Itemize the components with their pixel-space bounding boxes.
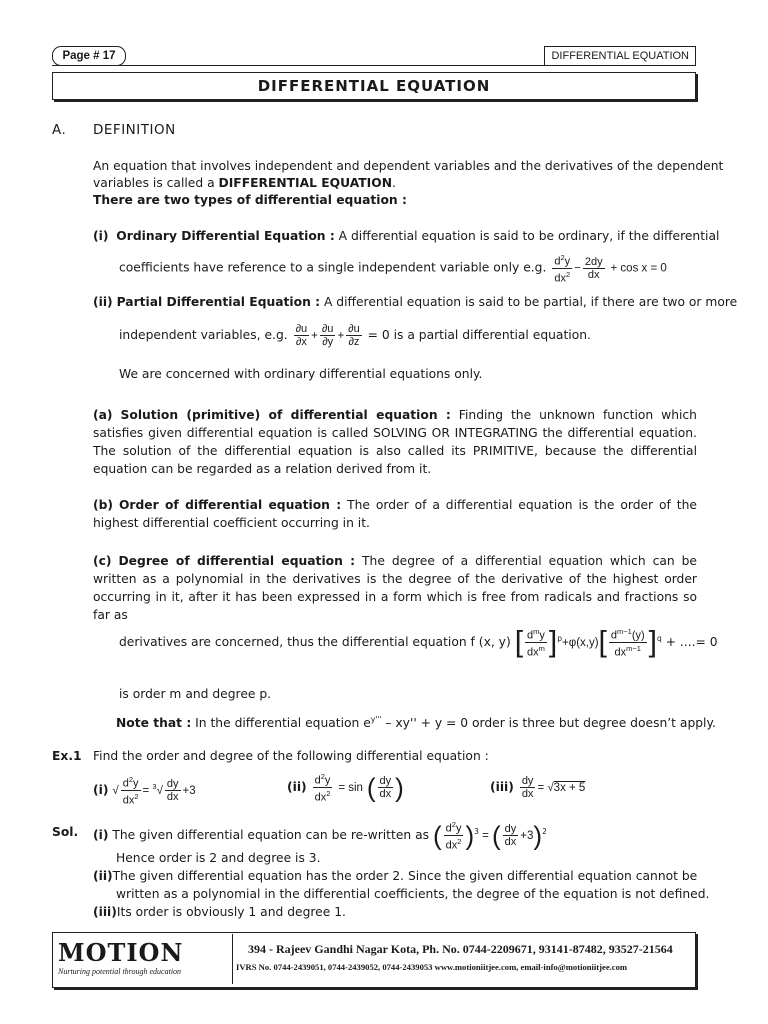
solution-label <box>52 824 78 840</box>
solution-part-i: (i) The given differential equation can be re-written as ( $\frac{d^2y}{dx^2}$ )$^3$ = ( $\frac{dy}{dx}$ +3)$^2$ <box>93 820 547 852</box>
logo-tagline: Nurturing potential through education <box>58 967 182 976</box>
example-ii-label: (ii) <box>287 780 307 794</box>
part-c-text: The degree of a differential equation which can be written as a polynomial in the derivatives is the degree of the derivative of the highest order occurring in it, after it has been expressed in a form which is free from radicals and fractions so far as <box>93 554 697 622</box>
ex-ii-d2y-fraction: $\frac{d^2y}{dx^2}$ <box>314 772 331 804</box>
solution-part-iii <box>93 904 346 920</box>
intro-line-2 <box>93 175 396 191</box>
order-degree-line: is order m and degree p. <box>119 687 272 701</box>
footer-address: 394 - Rajeev Gandhi Nagar Kota, Ph. No. 0744-2209671, 93141-87482, 93527-21564 <box>248 942 673 956</box>
intro-text: variables is called a <box>93 176 219 190</box>
ex-ii-eq: = sin <box>338 782 363 794</box>
type-i-eq-tail: + cos x = 0 <box>610 262 667 275</box>
part-b-text: The order of a differential equation is the order of the highest differential coefficient occurring in it. <box>93 498 697 530</box>
example-i-label: (i) <box>93 782 109 797</box>
intro-period: . <box>392 176 396 190</box>
type-i-line-2: coefficients have reference to a single independent variable only e.g. $\frac{d^2y}{dx^2}$ − $\frac{2dy}{dx}$ + cos x = 0 <box>119 253 667 285</box>
part-a-text: Finding the unknown function which satisfies given differential equation is called SOLVING OR INTEGRATING the differential equation. The solution of the differential equation is also called its PRIMITIVE, because the differential equation can be regarded as a relation derived from it. <box>93 408 697 476</box>
type-ii-eq-tail: = 0 is a partial differential equation. <box>367 328 591 342</box>
ex-i-d2y-fraction: $\frac{d^2y}{dx^2}$ <box>122 775 139 807</box>
2dy-dx-fraction: $\frac{2dy}{dx}$ <box>584 255 603 281</box>
sol-d2y-fraction: $\frac{d^2y}{dx^2}$ <box>445 820 462 852</box>
du-dx-fraction: $\frac{\partial u}{\partial x}$ <box>295 323 308 348</box>
intro-term: DIFFERENTIAL EQUATION <box>218 176 392 190</box>
page-title: DIFFERENTIAL EQUATION <box>52 72 696 100</box>
type-i-label: (i) <box>93 229 109 243</box>
solution-part-ii-line-1 <box>93 868 697 884</box>
ex-iii-dy-fraction: $\frac{dy}{dx}$ <box>521 775 534 800</box>
sol-dy-fraction: $\frac{dy}{dx}$ <box>504 823 517 849</box>
footer-divider <box>232 934 233 984</box>
type-ii-text-2: independent variables, e.g. <box>119 328 288 342</box>
two-types-line <box>93 192 407 208</box>
example-label <box>52 748 82 764</box>
part-a-paragraph <box>93 406 697 478</box>
solution-i-result: Hence order is 2 and degree is 3. <box>116 851 321 865</box>
example-part-i: (i) √ $\frac{d^2y}{dx^2}$ = $^3$√ $\frac{dy}{dx}$ +3 <box>93 775 196 807</box>
note-label: Note that : <box>116 716 192 731</box>
solution-i-label: (i) <box>93 828 109 843</box>
note-text-1: In the differential equation e <box>191 716 371 731</box>
type-ii-text-1: A differential equation is said to be partial, if there are two or more <box>320 295 738 309</box>
example-label-text: Ex.1 <box>52 749 82 763</box>
part-c-eq-text: derivatives are concerned, thus the differential equation f (x, y) <box>119 635 511 650</box>
part-c-equation-line: derivatives are concerned, thus the differential equation f (x, y) [ $\frac{d^my}{dx^m}$ ]$^p$+φ(x,y)[ $\frac{d^{m-1}(y)}{dx^{m-1}}$ ]$^q$ + ....= 0 <box>119 625 718 659</box>
part-c-paragraph <box>93 552 697 624</box>
type-i-text-1: A differential equation is said to be ordinary, if the differential <box>334 229 720 243</box>
ex-ii-dy-fraction: $\frac{dy}{dx}$ <box>379 775 392 800</box>
part-a-title: Solution (primitive) of differential equation : <box>120 408 451 422</box>
type-i-line-1 <box>93 228 719 244</box>
example-iii-label: (iii) <box>490 780 514 794</box>
ordinary-only-note: We are concerned with ordinary differential equations only. <box>119 367 483 381</box>
part-b-title: Order of differential equation : <box>118 498 342 512</box>
header-divider <box>52 65 696 66</box>
solution-i-text: The given differential equation can be re-written as <box>108 828 430 843</box>
two-types-text: There are two types of differential equation : <box>93 193 407 207</box>
section-heading: DEFINITION <box>93 122 176 138</box>
solution-iii-label: (iii) <box>93 905 117 919</box>
du-dy-fraction: $\frac{\partial u}{\partial y}$ <box>321 323 334 348</box>
part-b-label: (b) <box>93 498 114 512</box>
page-number-badge: Page # 17 <box>52 46 126 66</box>
type-ii-title: Partial Differential Equation : <box>116 295 321 309</box>
ex-i-dy-fraction: $\frac{dy}{dx}$ <box>166 777 179 803</box>
solution-part-ii-line-2: written as a polynomial in the differential coefficients, the degree of the equation is not defined. <box>116 887 710 901</box>
example-part-ii: (ii) $\frac{d^2y}{dx^2}$ = sin ( $\frac{dy}{dx}$ ) <box>287 772 404 804</box>
solution-iii-text: Its order is obviously 1 and degree 1. <box>116 905 346 919</box>
type-ii-line-1 <box>93 294 737 310</box>
logo-wordmark: MOTION <box>58 938 184 967</box>
section-letter: A. <box>52 122 67 138</box>
note-text-2: – xy'' + y = 0 order is three but degree doesn’t apply. <box>381 716 716 731</box>
example-question: Find the order and degree of the following differential equation : <box>93 749 489 763</box>
part-c-title: Degree of differential equation : <box>118 554 356 568</box>
solution-ii-label: (ii) <box>93 869 113 883</box>
section-header-label: DIFFERENTIAL EQUATION <box>544 46 696 66</box>
type-ii-label: (ii) <box>93 295 113 309</box>
du-dz-fraction: $\frac{\partial u}{\partial z}$ <box>348 323 360 348</box>
part-c-label: (c) <box>93 554 112 568</box>
solution-ii-text-1: The given differential equation has the order 2. Since the given differential equation cannot be <box>112 869 698 883</box>
note-superscript: y''' <box>370 715 382 724</box>
type-i-text-2: coefficients have reference to a single independent variable only e.g. <box>119 260 547 275</box>
ex-iii-radicand: 3x + 5 <box>553 782 586 794</box>
footer-ivrs-contact: IVRS No. 0744-2439051, 0744-2439052, 0744-2439053 www.motioniitjee.com, email-info@motioniitjee.com <box>236 962 628 972</box>
d2y-dx2-fraction: $\frac{d^2y}{dx^2}$ <box>554 253 571 285</box>
part-c-eq-tail: + ....= 0 <box>665 635 718 650</box>
motion-logo <box>58 938 230 980</box>
solution-label-text: Sol. <box>52 825 79 839</box>
intro-line-1: An equation that involves independent and dependent variables and the derivatives of the dependent <box>93 159 724 173</box>
example-part-iii: (iii) $\frac{dy}{dx}$ = √3x + 5 <box>490 775 586 800</box>
type-i-title: Ordinary Differential Equation : <box>116 229 335 243</box>
dm1y-dxm1-fraction: $\frac{d^{m-1}(y)}{dx^{m-1}}$ <box>610 627 645 659</box>
part-b-paragraph <box>93 496 697 532</box>
note-line <box>116 712 716 731</box>
part-a-label: (a) <box>93 408 113 422</box>
type-ii-line-2: independent variables, e.g. $\frac{\partial u}{\partial x}$ + $\frac{\partial u}{\partial y}$ + $\frac{\partial u}{\partial z}$ = 0 is a partial differential equation. <box>119 323 591 348</box>
dmy-dxm-fraction: $\frac{d^my}{dx^m}$ <box>527 627 545 659</box>
